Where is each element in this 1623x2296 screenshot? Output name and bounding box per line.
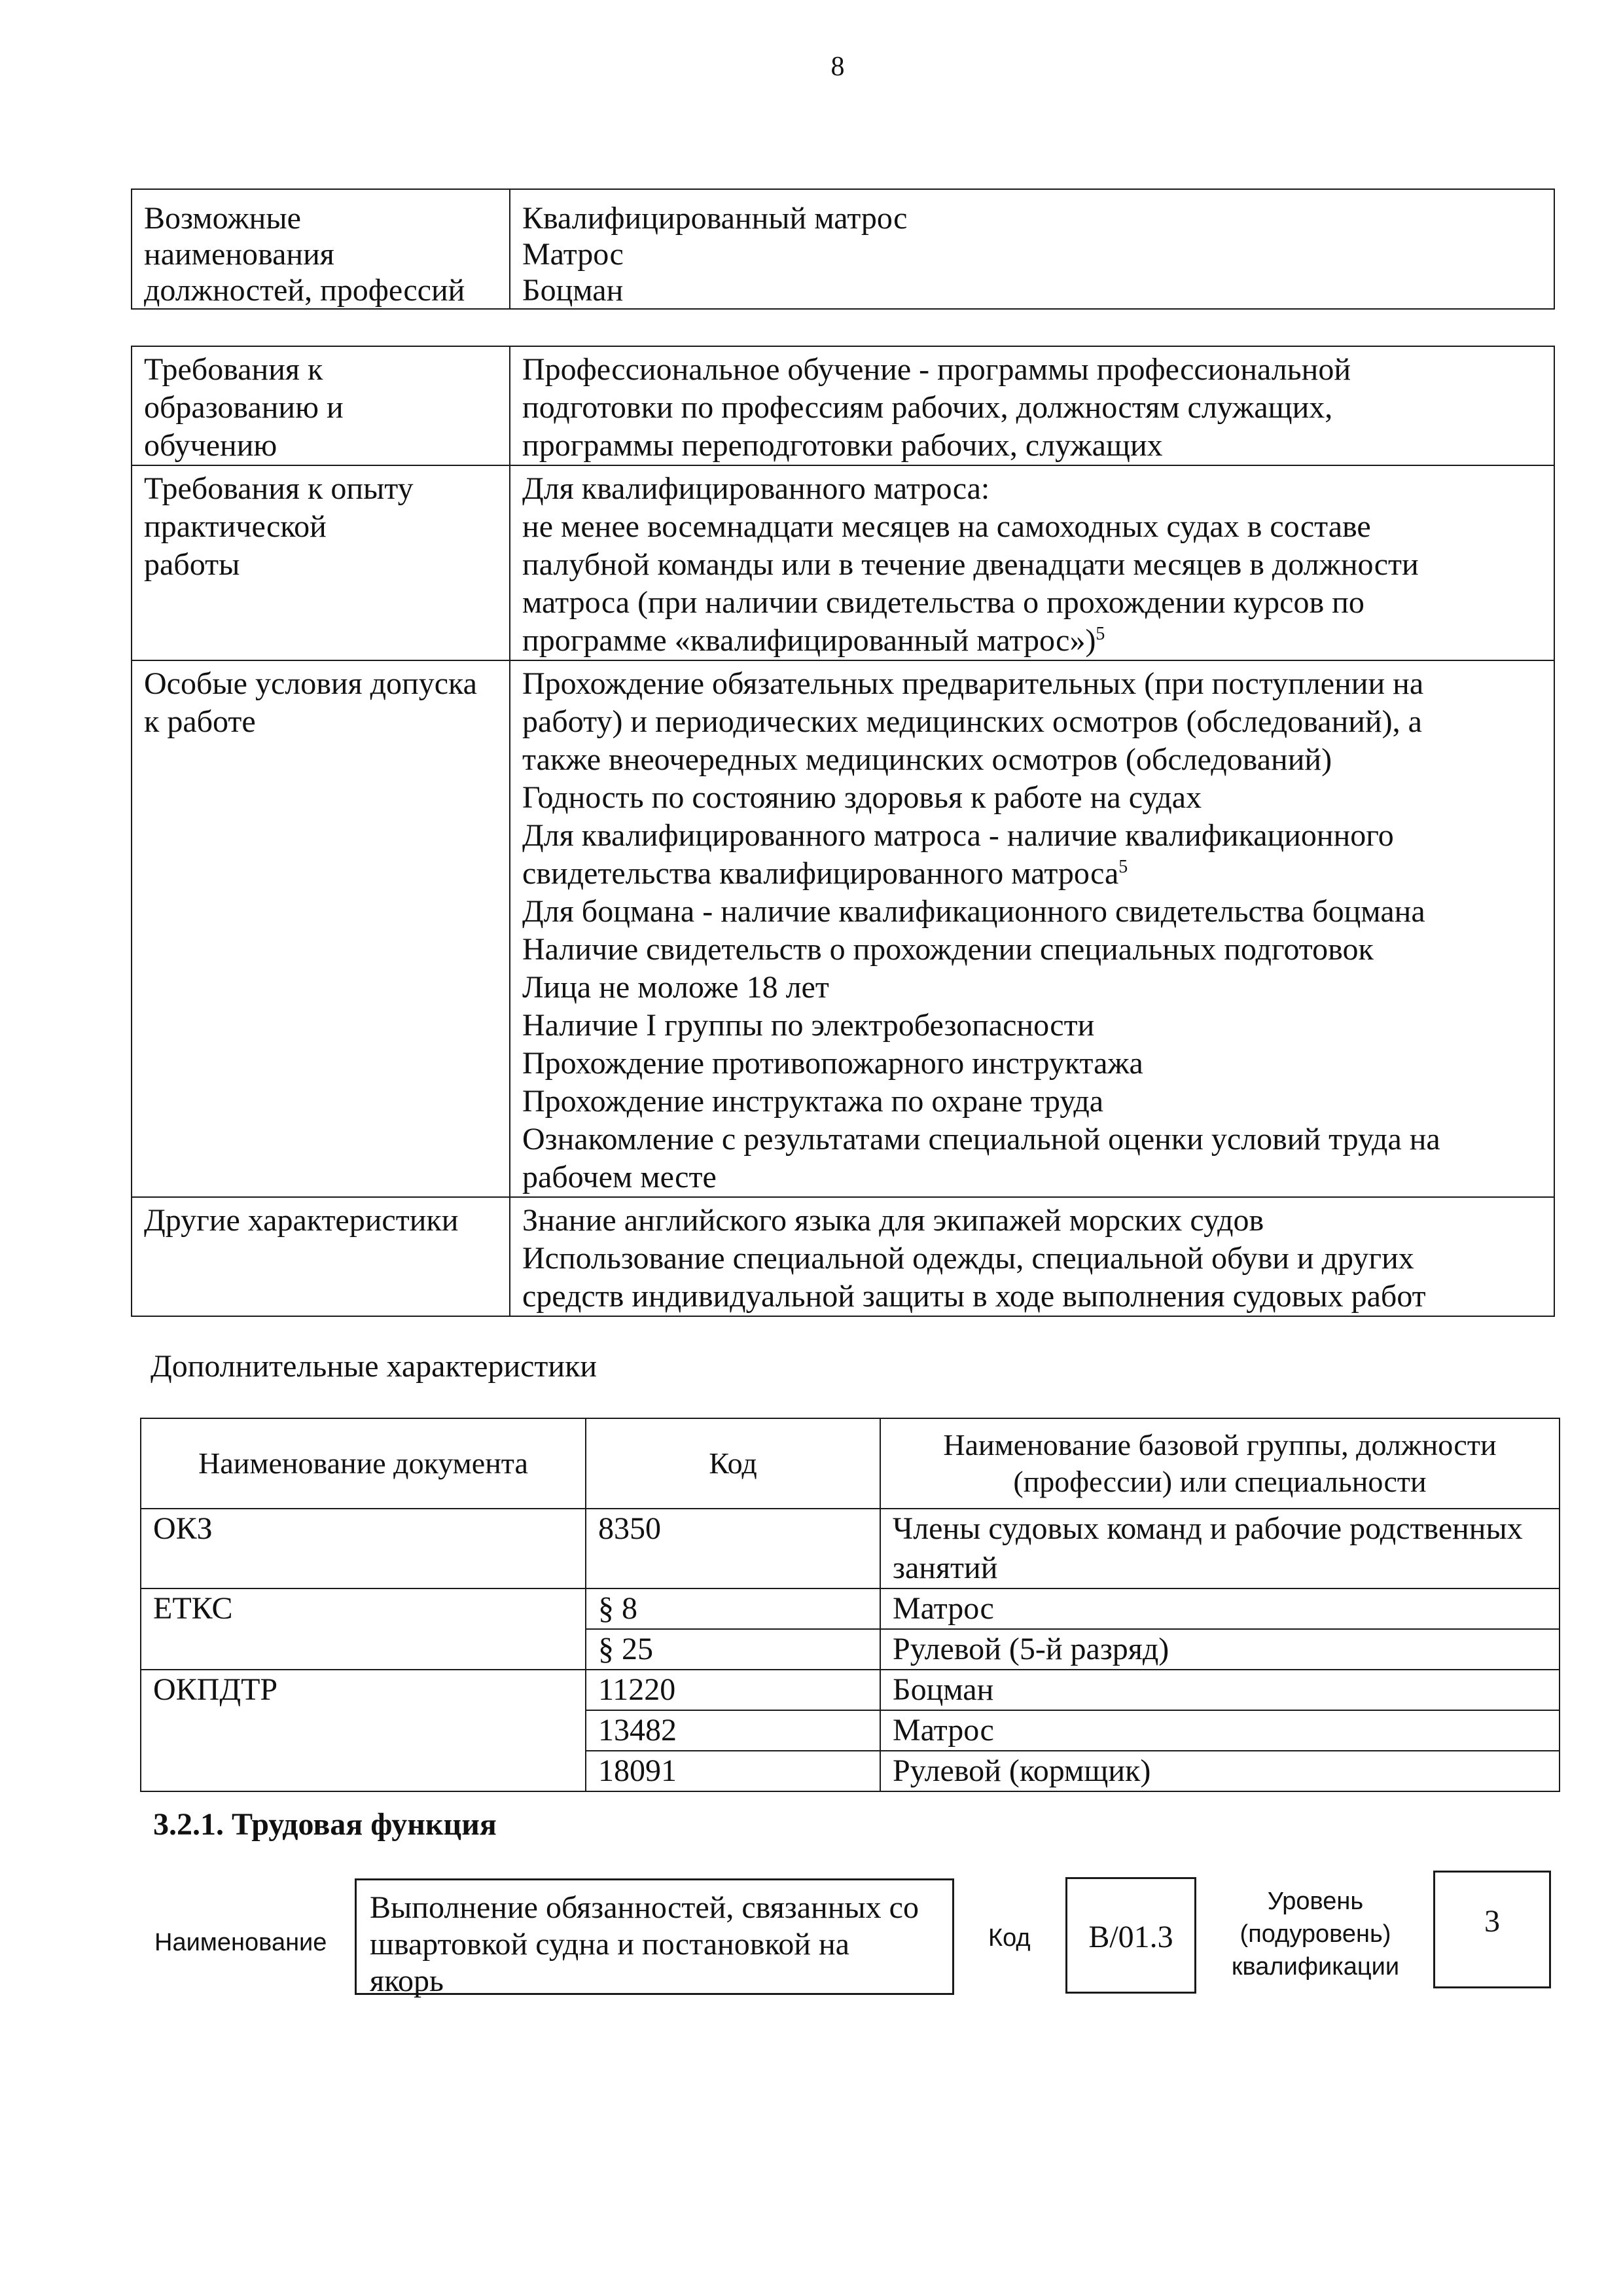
text-fragment: свидетельства квалифицированного матроса bbox=[522, 856, 1119, 891]
function-name-line: якорь bbox=[370, 1964, 444, 1998]
text-line: Ознакомление с результатами специальной оценки условий труда на bbox=[522, 1122, 1440, 1157]
label-line: наименования bbox=[144, 237, 334, 272]
function-name-box bbox=[355, 1878, 954, 1998]
position-name: Боцман bbox=[522, 273, 624, 308]
footnote-mark: 5 bbox=[1118, 857, 1128, 877]
text-line: палубной команды или в течение двенадцати месяцев в должности bbox=[522, 547, 1419, 582]
label-line: к работе bbox=[144, 704, 256, 739]
header-row bbox=[141, 1418, 1560, 1509]
label-line: образованию и bbox=[144, 390, 344, 425]
code-cell: § 25 bbox=[586, 1629, 880, 1670]
label-line: Возможные bbox=[144, 201, 301, 236]
code-cell: 11220 bbox=[586, 1670, 880, 1710]
text-line bbox=[522, 622, 1542, 660]
header-doc: Наименование документа bbox=[141, 1418, 586, 1509]
label-line: практической bbox=[144, 509, 327, 544]
positions-label bbox=[132, 189, 510, 309]
qualification-level: 3 bbox=[1433, 1871, 1551, 1988]
text-line: рабочем месте bbox=[522, 1160, 717, 1194]
additional-heading: Дополнительные характеристики bbox=[151, 1349, 597, 1384]
education-value bbox=[510, 346, 1554, 465]
footnote-mark: 5 bbox=[1096, 624, 1105, 644]
header-code: Код bbox=[586, 1418, 880, 1509]
table-row bbox=[141, 1588, 1560, 1629]
text-line: Прохождение инструктажа по охране труда bbox=[522, 1084, 1104, 1119]
label-line: должностей, профессий bbox=[144, 273, 465, 308]
text-line bbox=[522, 855, 1542, 893]
text-line: Знание английского языка для экипажей морских судов bbox=[522, 1203, 1264, 1238]
table-row bbox=[141, 1670, 1560, 1710]
special-conditions-value bbox=[510, 660, 1554, 1197]
level-label-line: (подуровень) bbox=[1240, 1920, 1391, 1948]
experience-row bbox=[132, 465, 1554, 660]
text-line: Наличие I группы по электробезопасности bbox=[522, 1008, 1095, 1043]
code-cell: § 8 bbox=[586, 1588, 880, 1629]
function-name-line: Выполнение обязанностей, связанных со bbox=[370, 1890, 919, 1925]
name-cell: Матрос bbox=[880, 1588, 1560, 1629]
text-line: Для квалифицированного матроса - наличие квалификационного bbox=[522, 818, 1394, 853]
name-cell: Рулевой (5-й разряд) bbox=[880, 1629, 1560, 1670]
label-line: Другие характеристики bbox=[144, 1203, 459, 1238]
education-row bbox=[132, 346, 1554, 465]
label-line: Требования к опыту bbox=[144, 471, 414, 506]
experience-value bbox=[510, 465, 1554, 660]
label-line: Особые условия допуска bbox=[144, 666, 477, 701]
text-line: подготовки по профессиям рабочих, должностям служащих, bbox=[522, 390, 1333, 425]
text-line: Прохождение обязательных предварительных (при поступлении на bbox=[522, 666, 1424, 701]
education-label bbox=[132, 346, 510, 465]
name-cell: Боцман bbox=[880, 1670, 1560, 1710]
additional-table bbox=[140, 1418, 1560, 1792]
experience-label bbox=[132, 465, 510, 660]
positions-row bbox=[132, 189, 1554, 309]
other-row bbox=[132, 1197, 1554, 1316]
name-cell: Члены судовых команд и рабочие родственных занятий bbox=[880, 1509, 1560, 1588]
function-name-line: швартовкой судна и постановкой на bbox=[370, 1927, 849, 1962]
positions-table bbox=[131, 188, 1555, 310]
doc-cell: ОКЗ bbox=[141, 1509, 586, 1588]
level-label-line: Уровень bbox=[1267, 1888, 1364, 1915]
other-label bbox=[132, 1197, 510, 1316]
code-cell: 18091 bbox=[586, 1751, 880, 1791]
code-cell: 13482 bbox=[586, 1710, 880, 1751]
text-line: Годность по состоянию здоровья к работе на судах bbox=[522, 780, 1202, 815]
text-line: Использование специальной одежды, специальной обуви и других bbox=[522, 1241, 1414, 1276]
text-line: также внеочередных медицинских осмотров (обследований) bbox=[522, 742, 1332, 777]
text-line: Лица не моложе 18 лет bbox=[522, 970, 829, 1005]
text-line: работу) и периодических медицинских осмотров (обследований), а bbox=[522, 704, 1422, 739]
name-cell: Матрос bbox=[880, 1710, 1560, 1751]
label-line: работы bbox=[144, 547, 240, 582]
positions-values bbox=[510, 189, 1554, 309]
header-name: Наименование базовой группы, должности (профессии) или специальности bbox=[880, 1418, 1560, 1509]
other-value bbox=[510, 1197, 1554, 1316]
special-conditions-label bbox=[132, 660, 510, 1197]
table-row bbox=[141, 1509, 1560, 1588]
doc-cell: ОКПДТР bbox=[141, 1670, 586, 1791]
function-name-label: Наименование bbox=[154, 1929, 327, 1956]
code-cell: 8350 bbox=[586, 1509, 880, 1588]
text-line: программы переподготовки рабочих, служащих bbox=[522, 428, 1163, 463]
page-number: 8 bbox=[830, 52, 845, 82]
code-label: Код bbox=[988, 1924, 1031, 1952]
text-line: Прохождение противопожарного инструктажа bbox=[522, 1046, 1143, 1081]
special-conditions-row bbox=[132, 660, 1554, 1197]
label-line: обучению bbox=[144, 428, 277, 463]
section-title: 3.2.1. Трудовая функция bbox=[153, 1807, 497, 1842]
text-line: матроса (при наличии свидетельства о прохождении курсов по bbox=[522, 585, 1364, 620]
text-line: не менее восемнадцати месяцев на самоходных судах в составе bbox=[522, 509, 1371, 544]
text-line: средств индивидуальной защиты в ходе выполнения судовых работ bbox=[522, 1279, 1426, 1314]
text-line: Профессиональное обучение - программы профессиональной bbox=[522, 352, 1351, 387]
text-line: Для боцмана - наличие квалификационного свидетельства боцмана bbox=[522, 894, 1425, 929]
function-code: В/01.3 bbox=[1065, 1877, 1196, 1994]
name-cell: Рулевой (кормщик) bbox=[880, 1751, 1560, 1791]
text-line: Для квалифицированного матроса: bbox=[522, 471, 990, 506]
text-fragment: программе «квалифицированный матрос») bbox=[522, 623, 1096, 658]
qualification-level-label bbox=[1224, 1885, 1407, 1983]
label-line: Требования к bbox=[144, 352, 323, 387]
doc-cell: ЕТКС bbox=[141, 1588, 586, 1670]
level-label-line: квалификации bbox=[1231, 1953, 1400, 1981]
position-name: Квалифицированный матрос bbox=[522, 201, 908, 236]
position-name: Матрос bbox=[522, 237, 624, 272]
text-line: Наличие свидетельств о прохождении специальных подготовок bbox=[522, 932, 1374, 967]
requirements-table bbox=[131, 346, 1555, 1317]
